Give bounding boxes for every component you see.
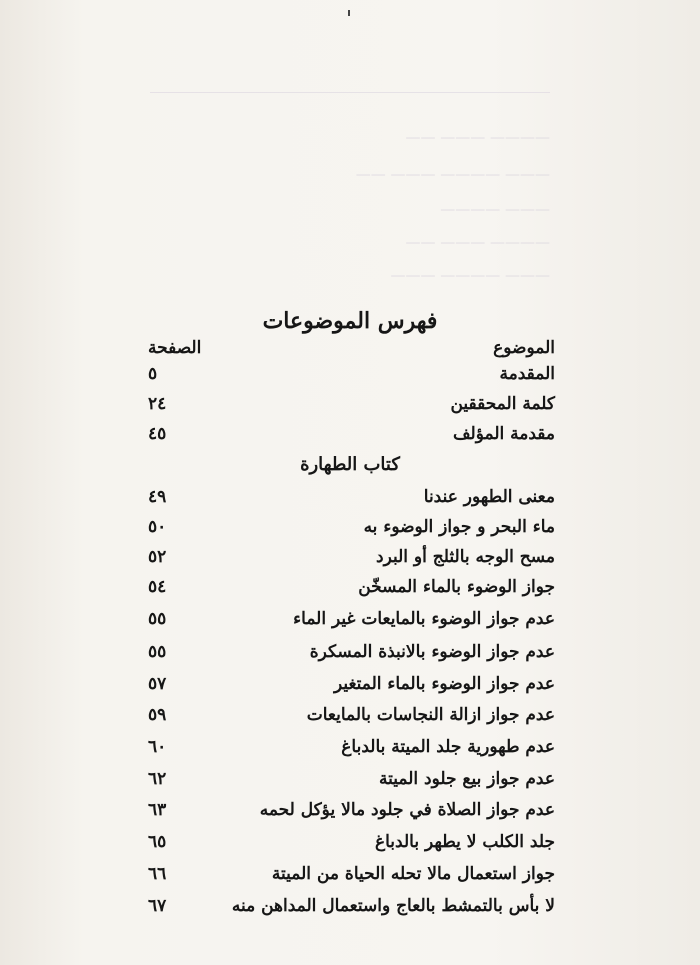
toc-entry: [148, 394, 555, 422]
toc-entry-page: ٦٣: [148, 800, 167, 820]
toc-entry-label: مقدمة المؤلف: [452, 424, 555, 444]
toc-entry-page: ٤٥: [148, 424, 167, 444]
toc-entry-label: كلمة المحققين: [450, 394, 555, 414]
toc-entry: [148, 674, 555, 702]
toc-entry: [148, 896, 555, 924]
page-mark: [348, 10, 350, 16]
toc-entry-page: ٥٢: [148, 547, 167, 567]
toc-entry-label: عدم جواز الوضوء بالماء المتغير: [333, 674, 555, 694]
toc-entry-page: ٦٥: [148, 832, 167, 852]
toc-entry-page: ٤٩: [148, 487, 167, 507]
toc-entry-label: جلد الكلب لا يطهر بالدباغ: [374, 832, 555, 852]
toc-entry-page: ٥: [148, 364, 158, 384]
bleed-through-line: ——— ————: [440, 200, 550, 218]
topic-column-header: الموضوع: [493, 338, 555, 358]
toc-entry-page: ٢٤: [148, 394, 167, 414]
toc-entry-page: ٦٦: [148, 864, 167, 884]
toc-entry-page: ٦٠: [148, 737, 167, 757]
toc-entry-label: عدم جواز الوضوء بالمايعات غير الماء: [293, 609, 555, 629]
toc-entry-label: جواز الوضوء بالماء المسخّن: [358, 577, 555, 597]
toc-entry-label: عدم جواز الوضوء بالانبذة المسكرة: [309, 642, 555, 662]
toc-entry-label: جواز استعمال مالا تحله الحياة من الميتة: [271, 864, 555, 884]
toc-entry: [148, 364, 555, 392]
toc-entry-label: معنى الطهور عندنا: [423, 487, 555, 507]
toc-entry-label: عدم طهورية جلد الميتة بالدباغ: [341, 737, 555, 757]
toc-entry-page: ٥٤: [148, 577, 167, 597]
toc-entry-label: عدم جواز بيع جلود الميتة: [379, 769, 555, 789]
section-title: كتاب الطهارة: [300, 454, 400, 475]
toc-entry: [148, 642, 555, 670]
bleed-through-line: ———— ——— ——: [405, 233, 550, 251]
bleed-through-line: ———— ——— ——: [405, 128, 550, 146]
toc-entry: [148, 800, 555, 828]
page-column-header: الصفحة: [148, 338, 202, 358]
toc-entry-label: ماء البحر و جواز الوضوء به: [363, 517, 555, 537]
toc-entry-label: لا بأس بالتمشط بالعاج واستعمال المداهن منه: [231, 896, 555, 916]
toc-entry: [148, 705, 555, 733]
toc-entry: [148, 609, 555, 637]
page-title: فهرس الموضوعات: [262, 308, 438, 334]
toc-entry: [148, 864, 555, 892]
bleed-through-header: [150, 92, 550, 93]
bleed-through-line: ——— ———— ———: [390, 266, 550, 284]
toc-entry-page: ٦٢: [148, 769, 167, 789]
toc-entry-page: ٦٧: [148, 896, 167, 916]
toc-entry: [148, 577, 555, 605]
toc-entry-page: ٥٩: [148, 705, 167, 725]
toc-entry-page: ٥٠: [148, 517, 167, 537]
toc-entry: [148, 769, 555, 797]
toc-entry: [148, 737, 555, 765]
toc-entry-page: ٥٥: [148, 609, 167, 629]
toc-entry: [148, 547, 555, 575]
toc-entry: [148, 517, 555, 545]
toc-entry: [148, 832, 555, 860]
toc-entry-label: عدم جواز الصلاة في جلود مالا يؤكل لحمه: [259, 800, 555, 820]
toc-entry: [148, 487, 555, 515]
toc-entry-page: ٥٧: [148, 674, 167, 694]
toc-entry-label: مسح الوجه بالثلج أو البرد: [376, 547, 555, 567]
toc-entry-label: المقدمة: [499, 364, 555, 384]
toc-entry-page: ٥٥: [148, 642, 167, 662]
toc-entry: [148, 424, 555, 452]
bleed-through-line: ——— ———— ——— ——: [355, 165, 550, 183]
toc-entry-label: عدم جواز ازالة النجاسات بالمايعات: [306, 705, 555, 725]
